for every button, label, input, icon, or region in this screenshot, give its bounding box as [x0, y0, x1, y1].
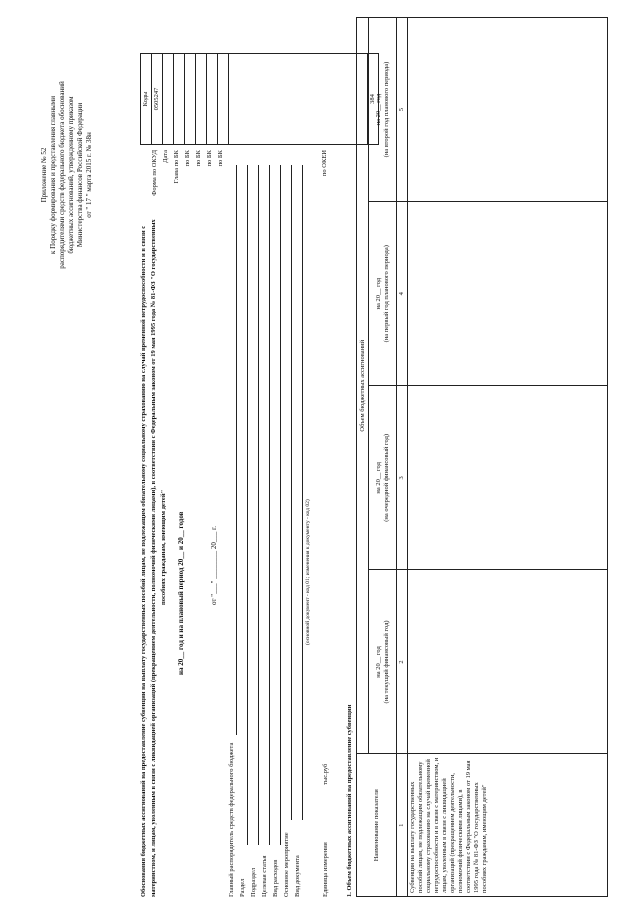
- bk-code-3: [195, 54, 206, 144]
- col-note: (на текущий финансовый год): [382, 620, 390, 704]
- col-number: 4: [397, 202, 408, 386]
- cell-plan-year-2[interactable]: [408, 18, 608, 202]
- col-year: на 20__ год: [374, 277, 382, 310]
- okud-label: Форма по ОКУД: [151, 150, 158, 196]
- bk-label-5: по БК: [217, 150, 224, 167]
- field-line-expense-type: [280, 165, 281, 845]
- bk-code-1: [173, 54, 184, 144]
- codes-blank: [228, 54, 367, 144]
- col-number: 5: [397, 18, 408, 202]
- field-line-doc-type: [302, 165, 303, 820]
- appendix-line: Приложение № 52: [40, 147, 48, 203]
- bk-label-4: по БК: [206, 150, 213, 167]
- doc-type-hint: (основной документ - код 01; изменения к документу - код 02): [305, 499, 311, 645]
- col-number: 2: [397, 570, 408, 754]
- form-title-line-1: Обоснования бюджетных ассигнований на предоставление субвенции на выплату государственных пособий лицам, не подлежащим обязательному социальному страхованию на случай временной нетрудоспособности и в связи с: [140, 225, 147, 897]
- col-number: 3: [397, 386, 408, 570]
- col-note: (на второй год планового периода): [382, 61, 390, 158]
- col-year: на 20__ год: [374, 93, 382, 126]
- okei-label: по ОКЕИ: [321, 150, 328, 177]
- cell-current-year[interactable]: [408, 570, 608, 754]
- appendix-line: бюджетных ассигнований, утвержденному приказом: [67, 96, 75, 254]
- form-period: на 20__ год и на плановый период 20__ и 20__ годов: [177, 511, 185, 675]
- bk-label-1: Глава по БК: [173, 150, 180, 184]
- col-header-plan-year-2: [369, 18, 397, 202]
- col-note: (на очередной финансовый год): [382, 433, 390, 522]
- col-header-current-year: [369, 570, 397, 754]
- codes-box: [140, 53, 379, 145]
- field-line-subsection: [258, 165, 259, 845]
- date-code: [162, 54, 173, 144]
- date-label: Дата: [162, 150, 169, 163]
- form-title-line-3: пособиях гражданам, имеющим детей": [160, 489, 167, 605]
- bk-label-2: по БК: [184, 150, 191, 167]
- section-title: 1. Объем бюджетных ассигнований на предоставление субвенции: [346, 704, 353, 897]
- group-header: Объем бюджетных ассигнований: [357, 18, 369, 755]
- bk-code-4: [206, 54, 217, 144]
- col-header-plan-year-1: [369, 202, 397, 386]
- field-line-main-manager: [236, 165, 237, 735]
- field-label-section: Раздел: [239, 878, 246, 897]
- appendix-note: [40, 5, 94, 345]
- col-year: на 20__ год: [374, 646, 382, 678]
- appendix-line: от " 17 " марта 2015 г. № 38н: [85, 132, 93, 218]
- codes-header: Коды: [142, 91, 149, 107]
- appendix-line: распорядителями средств федерального бюджета обоснований: [58, 81, 66, 269]
- col-header-name: Наименование показателя: [357, 754, 397, 897]
- form-date: от "___" ________ 20___ г.: [210, 525, 218, 605]
- field-line-section: [247, 165, 248, 845]
- bk-label-3: по БК: [195, 150, 202, 167]
- form-title-line-2: материнством, и лицам, уволенным в связи с ликвидацией организаций (прекращением деятельности, полномочий физическими лицами), в соответствии с Федеральным законом от 19 мая 1995 года № 81-ФЗ "О государственных: [150, 219, 157, 897]
- col-year: на 20__ год: [374, 462, 382, 494]
- col-number: 1: [397, 754, 408, 897]
- cell-next-year[interactable]: [408, 386, 608, 570]
- cell-plan-year-1[interactable]: [408, 202, 608, 386]
- unit-label: Единица измерения: [322, 842, 329, 897]
- row-subvention-label: Субвенция на выплату государственных пособий лицам, не подлежащим обязательному социальному страхованию на случай временной нетрудоспособности и в связи с материнством, и лицам, уволенным в связи с ликвидацией организаций (прекращением деятельности, полномочий физическими лицами), в соответствии с Федеральным законом от 19 мая 1995 года № 81-ФЗ "О государственных пособиях гражданам, имеющим детей": [408, 754, 608, 897]
- field-line-main-activity: [291, 165, 292, 820]
- field-label-target-article: Целевая статья: [261, 855, 268, 897]
- field-line-target-article: [269, 165, 270, 845]
- field-label-main-activity: Основное мероприятие: [283, 832, 290, 897]
- field-label-main-manager: Главный распорядитель средств федерального бюджета: [228, 742, 235, 897]
- field-label-subsection: Подраздел: [250, 867, 257, 897]
- field-label-expense-type: Вид расходов: [272, 859, 279, 897]
- budget-table: [356, 17, 608, 897]
- appendix-line: к Порядку формирования и представления главными: [49, 96, 57, 254]
- okud-code: 0505247: [151, 54, 162, 144]
- bk-code-5: [217, 54, 228, 144]
- field-label-doc-type: Вид документа: [294, 855, 301, 897]
- col-note: (на первый год планового периода): [382, 245, 390, 343]
- bk-code-2: [184, 54, 195, 144]
- col-header-next-year: [369, 386, 397, 570]
- unit-value: тыс.руб: [322, 763, 329, 785]
- appendix-line: Министерства финансов Российской Федерации: [76, 102, 84, 248]
- okei-code: 384: [367, 54, 378, 144]
